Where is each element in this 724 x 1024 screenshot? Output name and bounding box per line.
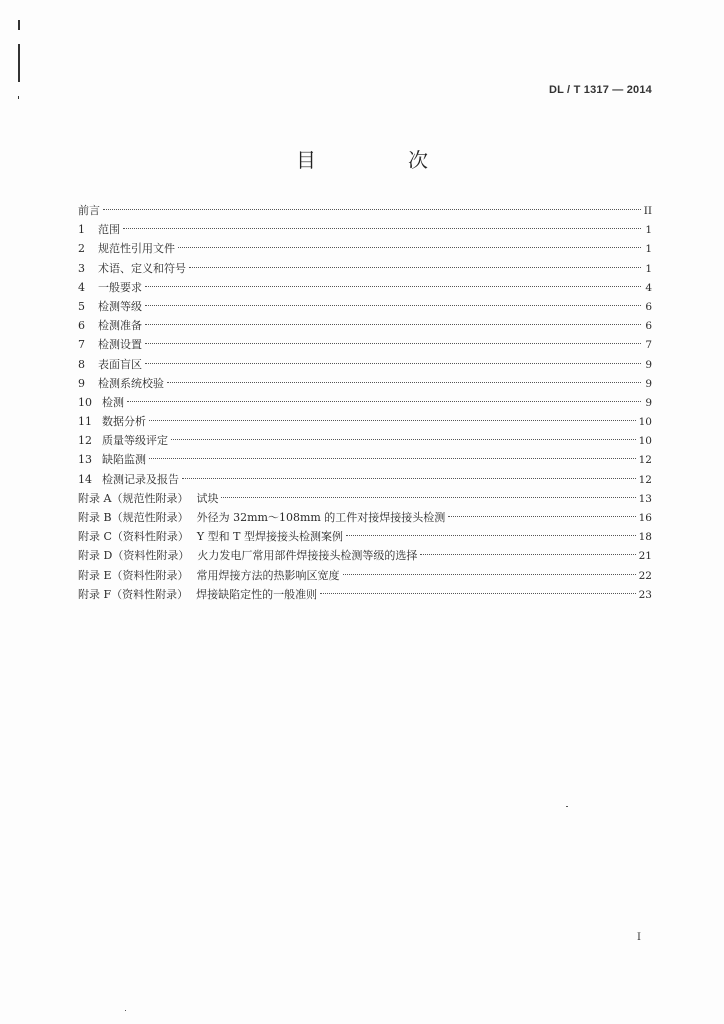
toc-entry-8[interactable]	[78, 355, 652, 374]
toc-entry-page: 22	[638, 569, 652, 582]
toc-entry-number: 3	[78, 261, 85, 275]
toc-entry-5[interactable]	[78, 297, 652, 316]
toc-entry-page: 9	[645, 377, 652, 390]
page-title: 目 次	[296, 148, 464, 172]
toc-entry-appendix-c[interactable]	[78, 527, 652, 546]
toc-entry-4[interactable]	[78, 278, 652, 297]
toc-entry-page: 10	[638, 435, 652, 448]
scan-speck	[125, 1010, 126, 1011]
toc-appendix-number: 附录 A（规范性附录）	[78, 491, 189, 505]
toc-entry-number: 8	[78, 357, 85, 371]
toc-entry-11[interactable]	[78, 412, 652, 431]
toc-leader-dots	[145, 324, 641, 325]
toc-leader-dots	[127, 401, 641, 402]
toc-entry-label: 一般要求	[98, 280, 142, 294]
toc-appendix-number: 附录 B（规范性附录）	[78, 511, 189, 524]
toc-entry-1[interactable]	[78, 220, 652, 239]
toc-leader-dots	[346, 535, 636, 536]
toc-entry-label: 范围	[98, 223, 120, 237]
toc-leader-dots	[221, 497, 635, 498]
toc-leader-dots	[145, 305, 641, 306]
toc-entry-page: 21	[638, 550, 652, 563]
toc-entry-number: 2	[78, 242, 85, 256]
toc-entry-label: 检测设置	[98, 338, 142, 352]
toc-entry-page: 12	[638, 454, 652, 467]
toc-entry-9[interactable]	[78, 374, 652, 393]
toc-appendix-number: 附录 D（资料性附录）	[78, 549, 190, 563]
toc-entry-label: 外径为 32mm～108mm 的工件对接焊接接头检测	[196, 511, 446, 524]
toc-entry-page: 4	[645, 281, 652, 294]
toc-leader-dots	[149, 458, 636, 459]
toc-entry-appendix-e[interactable]	[78, 566, 652, 585]
toc-leader-dots	[448, 516, 635, 517]
toc-entry-number: 1	[78, 223, 85, 237]
standard-code-header: DL / T 1317 — 2014	[548, 84, 652, 96]
toc-entry-2[interactable]	[78, 239, 652, 258]
toc-leader-dots	[103, 209, 641, 210]
toc-entry-label: 试块	[196, 491, 219, 505]
toc-appendix-number: 附录 C（资料性附录）	[78, 530, 189, 544]
scan-speck	[566, 806, 568, 807]
toc-leader-dots	[167, 382, 641, 383]
toc-entry-page: II	[643, 205, 652, 217]
toc-entry-label: 检测等级	[98, 299, 142, 313]
toc-entry-page: 18	[638, 531, 652, 544]
scan-edge-mark	[18, 96, 19, 99]
toc-entry-number: 4	[78, 280, 85, 294]
toc-entry-number: 9	[78, 376, 85, 390]
toc-entry-page: 7	[645, 339, 652, 352]
toc-entry-label: 检测系统校验	[98, 376, 164, 390]
toc-leader-dots	[178, 247, 641, 248]
toc-entry-3[interactable]	[78, 259, 652, 278]
toc-entry-appendix-f[interactable]	[78, 585, 652, 604]
toc-entry-page: 16	[638, 512, 652, 524]
toc-leader-dots	[343, 574, 636, 575]
toc-entry-label: 规范性引用文件	[98, 242, 175, 256]
toc-entry-10[interactable]	[78, 393, 652, 412]
toc-entry-page: 6	[645, 320, 652, 333]
toc-leader-dots	[149, 420, 636, 421]
toc-entry-label: 数据分析	[102, 415, 146, 429]
toc-entry-number: 5	[78, 299, 85, 313]
toc-entry-label: 缺陷监测	[102, 453, 146, 467]
scan-edge-mark	[18, 20, 20, 30]
toc-leader-dots	[123, 228, 641, 229]
toc-leader-dots	[320, 593, 635, 594]
toc-entry-number: 7	[78, 338, 85, 352]
toc-entry-number: 12	[78, 434, 92, 448]
toc-entry-appendix-a[interactable]	[78, 489, 652, 508]
toc-entry-label: 术语、定义和符号	[98, 261, 186, 275]
toc-entry-label: 焊接缺陷定性的一般准则	[196, 587, 318, 601]
toc-appendix-number: 附录 F（资料性附录）	[78, 587, 189, 601]
toc-leader-dots	[189, 267, 641, 268]
toc-entry-6[interactable]	[78, 316, 652, 335]
toc-leader-dots	[420, 554, 635, 555]
toc-leader-dots	[171, 439, 636, 440]
toc-entry-13[interactable]	[78, 450, 652, 469]
toc-entry-page: 6	[645, 300, 652, 313]
toc-entry-label: 表面盲区	[98, 357, 142, 371]
toc-entry-label: Y 型和 T 型焊接接头检测案例	[196, 530, 344, 544]
toc-entry-page: 1	[645, 224, 652, 237]
toc-entry-label: 质量等级评定	[102, 434, 168, 448]
toc-leader-dots	[145, 363, 641, 364]
toc-entry-label: 检测记录及报告	[102, 472, 179, 486]
scan-edge-mark	[18, 44, 20, 82]
toc-entry-label: 前言	[78, 204, 100, 217]
toc-entry-page: 9	[645, 396, 652, 409]
toc-entry-14[interactable]	[78, 470, 652, 489]
toc-entry-number: 13	[78, 453, 92, 467]
toc-leader-dots	[182, 478, 636, 479]
toc-entry-appendix-d[interactable]	[78, 546, 652, 565]
page-number: I	[637, 932, 641, 943]
toc-entry-page: 23	[638, 588, 652, 601]
toc-entry-page: 13	[638, 492, 652, 505]
toc-leader-dots	[145, 343, 641, 344]
toc-entry-appendix-b[interactable]	[78, 508, 652, 527]
toc-entry-label: 检测	[102, 395, 124, 409]
toc-entry-number: 6	[78, 319, 85, 333]
toc-entry-number: 14	[78, 472, 92, 486]
toc-entry-foreword[interactable]	[78, 201, 652, 220]
toc-entry-page: 12	[638, 473, 652, 486]
toc-entry-page: 9	[645, 358, 652, 371]
toc-entry-page: 10	[638, 416, 652, 429]
toc-entry-label: 火力发电厂常用部件焊接接头检测等级的选择	[197, 549, 418, 563]
toc-entry-7[interactable]	[78, 335, 652, 354]
toc-entry-number: 10	[78, 395, 92, 409]
toc-entry-label: 检测准备	[98, 319, 142, 333]
toc-entry-number: 11	[78, 415, 92, 429]
toc-entry-page: 1	[645, 243, 652, 256]
toc-leader-dots	[145, 286, 641, 287]
toc-entry-label: 常用焊接方法的热影响区宽度	[196, 568, 340, 582]
toc-entry-page: 1	[645, 262, 652, 275]
toc-appendix-number: 附录 E（资料性附录）	[78, 568, 189, 582]
toc-entry-12[interactable]	[78, 431, 652, 450]
table-of-contents	[78, 201, 652, 604]
